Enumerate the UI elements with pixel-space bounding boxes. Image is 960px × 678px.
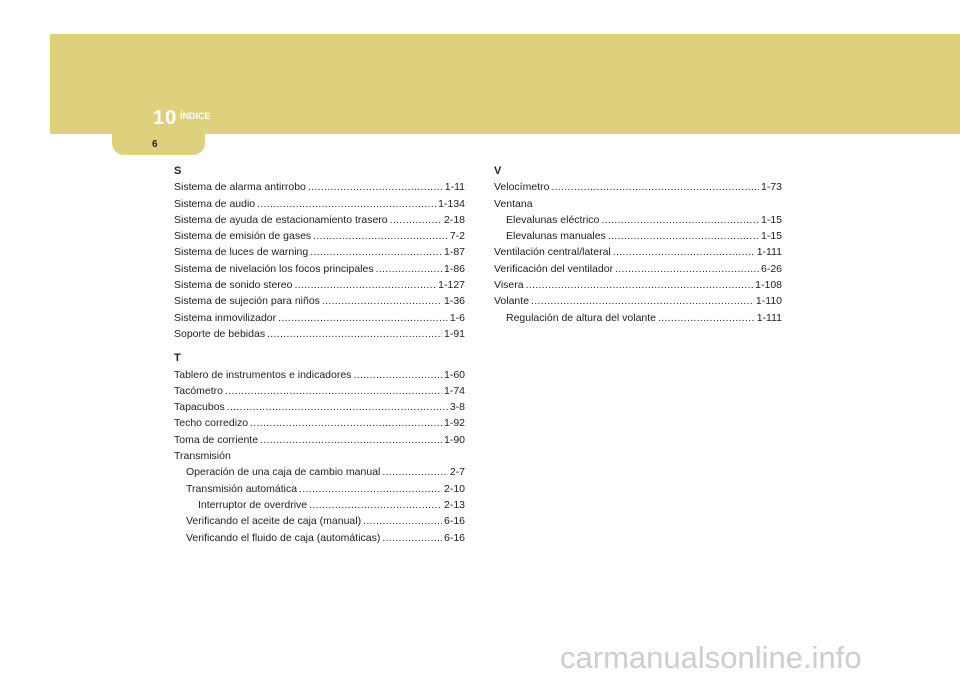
leader-dots xyxy=(382,530,442,546)
entry-text: Operación de una caja de cambio manual xyxy=(186,466,381,479)
entry-page: 1-86 xyxy=(443,262,465,275)
entry-text: Sistema de emisión de gases xyxy=(174,230,312,243)
index-entry xyxy=(174,513,465,529)
entry-page: 3-8 xyxy=(449,401,465,414)
chapter-title: ÍNDICE xyxy=(180,111,211,121)
index-section xyxy=(494,163,782,326)
entry-page: 1-60 xyxy=(443,368,465,381)
entry-page: 1-91 xyxy=(443,327,465,340)
entry-text: Soporte de bebidas xyxy=(174,327,266,340)
entry-text: Velocímetro xyxy=(494,181,550,194)
leader-dots xyxy=(551,179,759,195)
entry-text: Tacómetro xyxy=(174,384,224,397)
index-entry xyxy=(174,432,465,448)
index-entry xyxy=(494,261,782,277)
entry-page: 1-108 xyxy=(755,279,782,292)
entry-page: 1-15 xyxy=(760,213,782,226)
chapter-number: 10 xyxy=(153,107,178,129)
leader-dots xyxy=(308,179,443,195)
leader-dots xyxy=(615,261,759,277)
index-entry xyxy=(174,367,465,383)
leader-dots xyxy=(227,399,448,415)
index-entry xyxy=(174,310,465,326)
index-entry xyxy=(174,448,465,464)
leader-dots xyxy=(608,228,759,244)
page-number: 6 xyxy=(152,139,158,150)
section-letter: T xyxy=(174,352,181,365)
leader-dots xyxy=(260,432,442,448)
entry-page: 6-26 xyxy=(760,262,782,275)
index-entry xyxy=(174,497,465,513)
entry-page: 1-11 xyxy=(444,181,465,194)
leader-dots xyxy=(353,367,442,383)
entry-text: Sistema de luces de warning xyxy=(174,246,309,259)
entry-page: 7-2 xyxy=(449,230,465,243)
leader-dots xyxy=(322,293,442,309)
index-entry xyxy=(174,212,465,228)
entry-text: Sistema de nivelación los focos principales xyxy=(174,262,374,275)
entry-page: 1-87 xyxy=(443,246,465,259)
index-entry xyxy=(174,228,465,244)
leader-dots xyxy=(376,261,442,277)
leader-dots xyxy=(313,228,448,244)
index-entry xyxy=(174,293,465,309)
leader-dots xyxy=(613,244,755,260)
entry-text: Ventana xyxy=(494,197,533,210)
entry-page: 1-73 xyxy=(760,181,782,194)
entry-text: Toma de corriente xyxy=(174,433,259,446)
leader-dots xyxy=(382,464,447,480)
index-entry xyxy=(174,196,465,212)
entry-text: Visera xyxy=(494,279,524,292)
entry-text: Regulación de altura del volante xyxy=(506,311,657,324)
entry-page: 2-10 xyxy=(443,482,465,495)
entry-text: Sistema de ayuda de estacionamiento trasero xyxy=(174,213,388,226)
section-letter: S xyxy=(174,165,182,177)
watermark: carmanualsonline.info xyxy=(560,640,862,675)
entry-page: 1-6 xyxy=(449,311,465,324)
entry-page: 1-110 xyxy=(755,295,782,308)
index-entry xyxy=(174,383,465,399)
entry-text: Transmisión automática xyxy=(186,482,298,495)
entry-page: 2-13 xyxy=(443,498,465,511)
section-letter: V xyxy=(494,165,502,177)
entry-text: Techo corredizo xyxy=(174,417,249,430)
entry-page: 1-111 xyxy=(756,246,782,259)
index-column-right xyxy=(494,163,782,334)
leader-dots xyxy=(526,277,754,293)
index-entry xyxy=(174,261,465,277)
leader-dots xyxy=(225,383,442,399)
entry-text: Sistema de alarma antirrobo xyxy=(174,181,306,194)
entry-text: Sistema inmovilizador xyxy=(174,311,277,324)
entry-text: Elevalunas manuales xyxy=(506,230,606,243)
leader-dots xyxy=(299,481,442,497)
entry-text: Ventilación central/lateral xyxy=(494,246,611,259)
entry-page: 1-74 xyxy=(443,384,465,397)
entry-page: 6-16 xyxy=(443,515,465,528)
index-entry xyxy=(174,481,465,497)
leader-dots xyxy=(310,244,442,260)
entry-page: 1-111 xyxy=(756,311,782,324)
entry-page: 1-15 xyxy=(760,230,782,243)
index-section xyxy=(174,350,465,546)
leader-dots xyxy=(250,415,442,431)
leader-dots xyxy=(363,513,442,529)
entry-text: Sistema de audio xyxy=(174,197,256,210)
entry-text: Verificando el aceite de caja (manual) xyxy=(186,515,362,528)
index-entry xyxy=(494,196,782,212)
leader-dots xyxy=(535,196,780,212)
entry-text: Sistema de sujeción para niños xyxy=(174,295,320,308)
index-entry xyxy=(174,399,465,415)
entry-page: 1-127 xyxy=(438,279,465,292)
leader-dots xyxy=(257,196,436,212)
entry-text: Tapacubos xyxy=(174,401,225,414)
entry-text: Sistema de sonido stereo xyxy=(174,279,293,292)
entry-text: Interruptor de overdrive xyxy=(198,498,308,511)
index-entry xyxy=(494,228,782,244)
entry-page: 1-134 xyxy=(438,197,465,210)
entry-text: Verificación del ventilador xyxy=(494,262,614,275)
entry-page: 1-92 xyxy=(443,417,465,430)
entry-text: Tablero de instrumentos e indicadores xyxy=(174,368,352,381)
entry-text: Transmisión xyxy=(174,450,231,463)
leader-dots xyxy=(309,497,442,513)
index-entry xyxy=(494,179,782,195)
entry-page: 1-90 xyxy=(443,433,465,446)
entry-text: Volante xyxy=(494,295,530,308)
index-entry xyxy=(174,244,465,260)
entry-text: Elevalunas eléctrico xyxy=(506,213,600,226)
leader-dots xyxy=(390,212,442,228)
leader-dots xyxy=(658,310,755,326)
leader-dots xyxy=(278,310,448,326)
page-tab xyxy=(112,134,205,155)
index-entry xyxy=(174,530,465,546)
index-entry xyxy=(174,464,465,480)
index-column-left xyxy=(174,163,465,554)
index-entry xyxy=(174,277,465,293)
index-entry xyxy=(174,326,465,342)
index-section xyxy=(174,163,465,342)
leader-dots xyxy=(601,212,759,228)
entry-text: Verificando el fluido de caja (automáticas) xyxy=(186,531,381,544)
entry-page: 2-7 xyxy=(449,466,465,479)
leader-dots xyxy=(233,448,463,464)
leader-dots xyxy=(267,326,442,342)
entry-page: 6-16 xyxy=(443,531,465,544)
index-entry xyxy=(494,277,782,293)
top-margin xyxy=(0,0,960,34)
leader-dots xyxy=(531,293,754,309)
leader-dots xyxy=(294,277,436,293)
index-entry xyxy=(174,179,465,195)
index-entry xyxy=(174,415,465,431)
index-entry xyxy=(494,212,782,228)
index-entry xyxy=(494,244,782,260)
index-entry xyxy=(494,310,782,326)
entry-page: 2-18 xyxy=(443,213,465,226)
entry-page: 1-36 xyxy=(443,295,465,308)
index-entry xyxy=(494,293,782,309)
